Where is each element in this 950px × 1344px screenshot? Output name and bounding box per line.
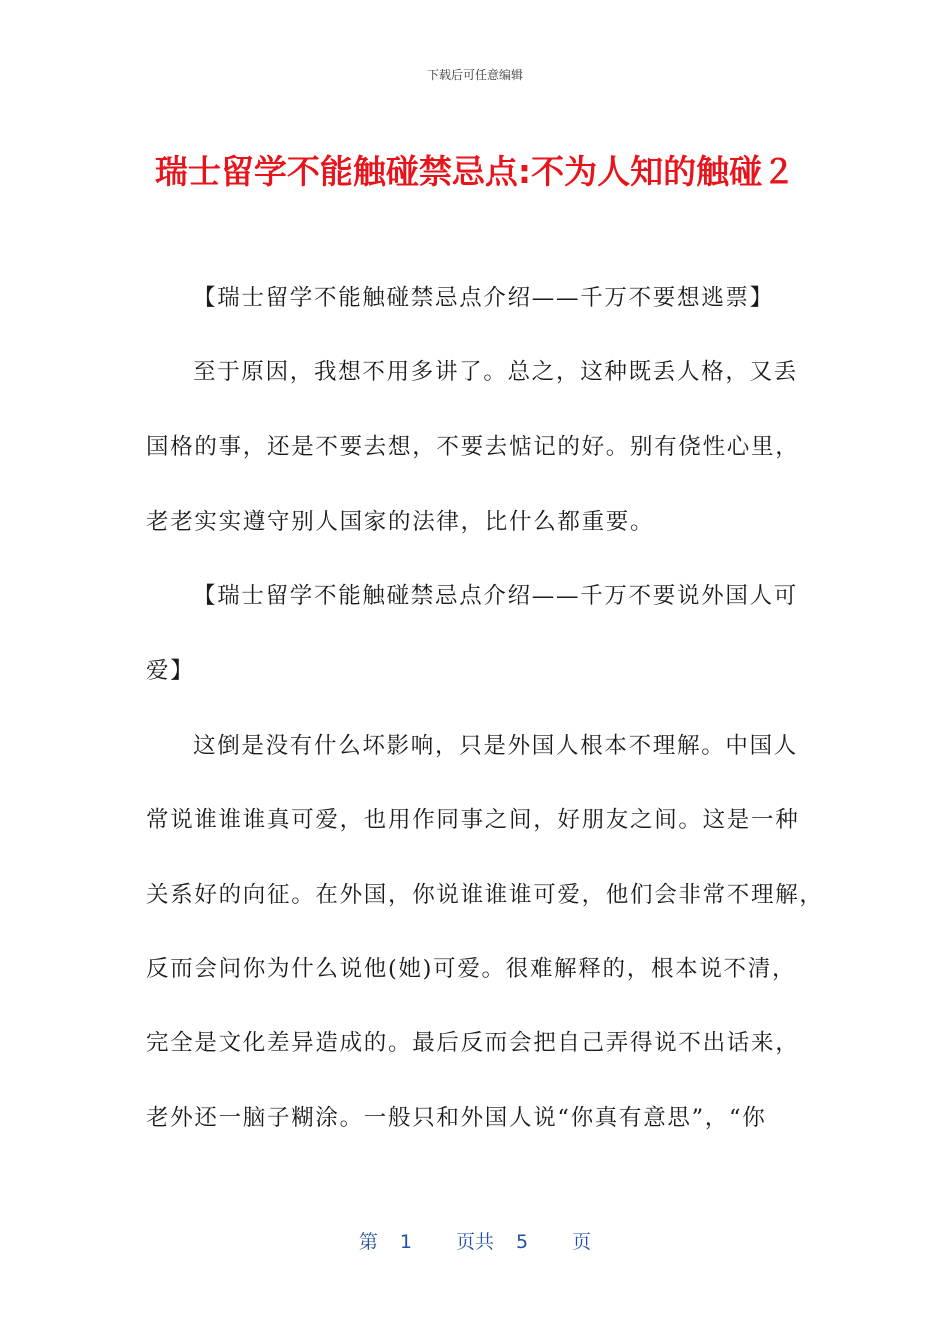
paragraph-line: 完全是文化差异造成的。最后反而会把自己弄得说不出话来， <box>146 1030 800 1056</box>
paragraph-line: 关系好的向征。在外国，你说谁谁谁可爱，他们会非常不理解， <box>146 882 824 908</box>
paragraph-line: 国格的事，还是不要去想，不要去惦记的好。别有侥性心里， <box>146 434 800 460</box>
section-heading-continued: 爱】 <box>146 658 195 684</box>
footer-di: 第 <box>358 1231 378 1253</box>
paragraph-line: 这倒是没有什么坏影响，只是外国人根本不理解。中国人 <box>193 733 799 759</box>
page-footer <box>0 1227 950 1254</box>
section-heading: 【瑞士留学不能触碰禁忌点介绍——千万不要想逃票】 <box>193 285 774 311</box>
footer-total-pages: 5 <box>516 1231 529 1253</box>
document-title: 瑞士留学不能触碰禁忌点:不为人知的触碰２ <box>154 152 796 191</box>
paragraph-line: 老老实实遵守别人国家的法律，比什么都重要。 <box>146 509 655 535</box>
footer-ye: 页 <box>572 1231 592 1253</box>
paragraph-line: 反而会问你为什么说他(她)可爱。很难解释的，根本说不清， <box>146 956 797 982</box>
section-heading: 【瑞士留学不能触碰禁忌点介绍——千万不要说外国人可 <box>193 583 799 609</box>
header-note: 下载后可任意编辑 <box>426 68 523 82</box>
paragraph-line: 常说谁谁谁真可爱，也用作同事之间，好朋友之间。这是一种 <box>146 807 800 833</box>
footer-ye-gong: 页共 <box>455 1231 494 1253</box>
paragraph-line: 至于原因，我想不用多讲了。总之，这种既丢人格，又丢 <box>193 359 799 385</box>
paragraph-line: 老外还一脑子糊涂。一般只和外国人说“你真有意思”，“你 <box>146 1105 767 1131</box>
footer-page-number: 1 <box>399 1231 412 1253</box>
